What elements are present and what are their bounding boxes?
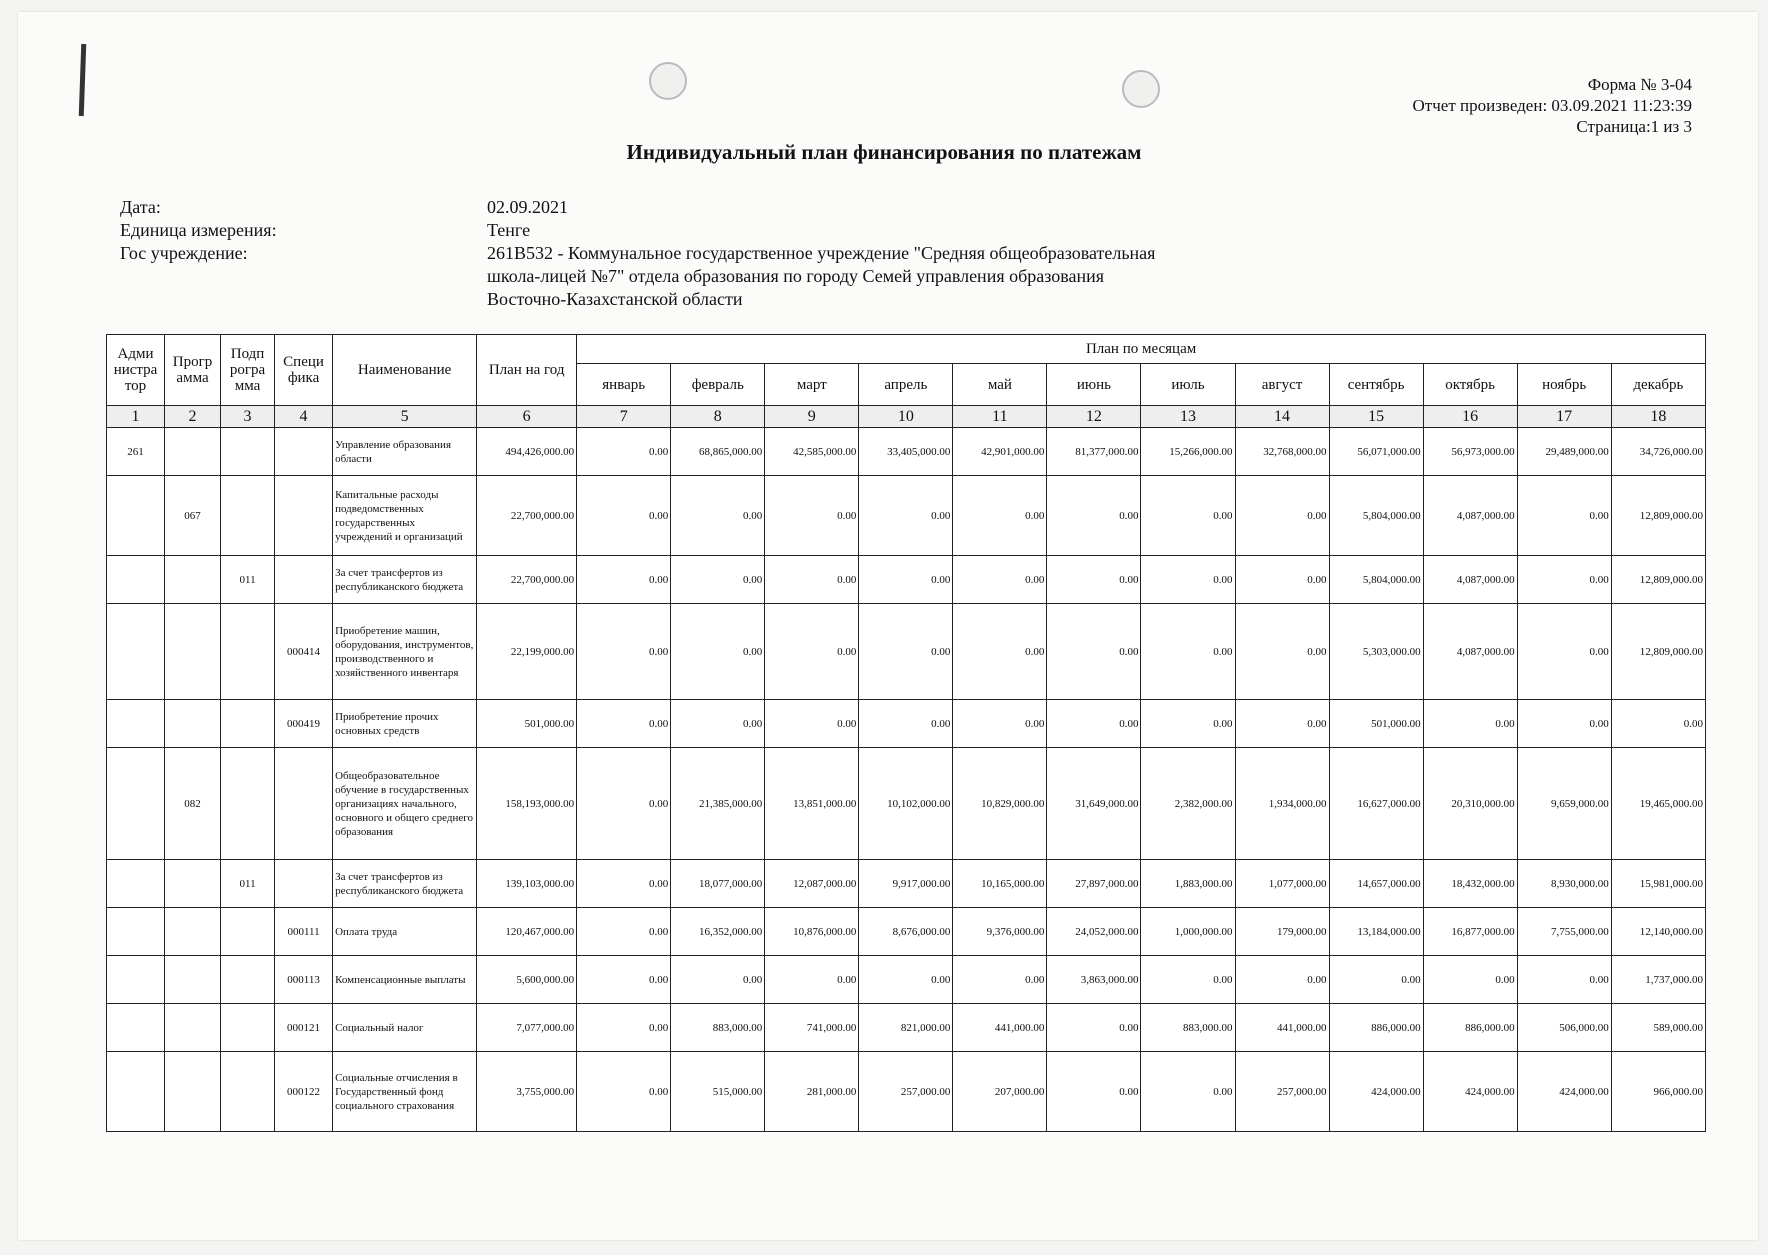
cell-month-value: 0.00: [859, 556, 953, 604]
cell-name: За счет трансфертов из республиканского бюджета: [333, 556, 477, 604]
cell-month-value: 33,405,000.00: [859, 428, 953, 476]
cell-month-value: 0.00: [1141, 476, 1235, 556]
col-month: март: [765, 364, 859, 406]
cell-subprogram: 011: [221, 556, 275, 604]
cell-month-value: 424,000.00: [1423, 1052, 1517, 1132]
col-plan-months: План по месяцам: [577, 335, 1706, 364]
cell-month-value: 0.00: [577, 908, 671, 956]
cell-month-value: 0.00: [953, 604, 1047, 700]
cell-name: За счет трансфертов из республиканского бюджета: [333, 860, 477, 908]
cell-month-value: 0.00: [765, 604, 859, 700]
cell-specifics: 000113: [275, 956, 333, 1004]
column-number: 17: [1517, 406, 1611, 428]
cell-name: Капитальные расходы подведомственных государственных учреждений и организаций: [333, 476, 477, 556]
cell-admin: [107, 556, 165, 604]
table-row: [107, 956, 1706, 1004]
cell-month-value: 0.00: [577, 956, 671, 1004]
cell-subprogram: 011: [221, 860, 275, 908]
cell-month-value: 0.00: [1235, 700, 1329, 748]
cell-admin: [107, 1052, 165, 1132]
cell-specifics: [275, 860, 333, 908]
cell-month-value: 0.00: [1235, 556, 1329, 604]
cell-month-value: 14,657,000.00: [1329, 860, 1423, 908]
column-number: 9: [765, 406, 859, 428]
col-month: февраль: [671, 364, 765, 406]
cell-program: 082: [165, 748, 221, 860]
cell-month-value: 0.00: [1047, 1004, 1141, 1052]
cell-month-value: 0.00: [577, 1004, 671, 1052]
cell-month-value: 0.00: [1517, 700, 1611, 748]
cell-month-value: 0.00: [577, 1052, 671, 1132]
cell-subprogram: [221, 604, 275, 700]
cell-month-value: 15,981,000.00: [1611, 860, 1705, 908]
cell-month-value: 281,000.00: [765, 1052, 859, 1132]
cell-month-value: 0.00: [671, 700, 765, 748]
punch-hole-right: [1122, 70, 1160, 108]
cell-month-value: 0.00: [1517, 476, 1611, 556]
column-number: 15: [1329, 406, 1423, 428]
cell-month-value: 0.00: [1517, 556, 1611, 604]
cell-month-value: 4,087,000.00: [1423, 604, 1517, 700]
cell-month-value: 21,385,000.00: [671, 748, 765, 860]
cell-admin: 261: [107, 428, 165, 476]
cell-specifics: [275, 556, 333, 604]
cell-specifics: 000419: [275, 700, 333, 748]
cell-subprogram: [221, 748, 275, 860]
cell-month-value: 12,809,000.00: [1611, 556, 1705, 604]
cell-month-value: 29,489,000.00: [1517, 428, 1611, 476]
table-row: [107, 748, 1706, 860]
cell-month-value: 10,165,000.00: [953, 860, 1047, 908]
col-program: Прогр амма: [165, 335, 221, 406]
cell-month-value: 0.00: [859, 604, 953, 700]
page-indicator: Страница:1 из 3: [1576, 117, 1692, 136]
cell-month-value: 7,755,000.00: [1517, 908, 1611, 956]
cell-month-value: 0.00: [1517, 956, 1611, 1004]
cell-month-value: 13,851,000.00: [765, 748, 859, 860]
cell-month-value: 0.00: [1047, 1052, 1141, 1132]
cell-month-value: 0.00: [765, 956, 859, 1004]
cell-month-value: 81,377,000.00: [1047, 428, 1141, 476]
col-month: апрель: [859, 364, 953, 406]
date-row: [120, 196, 1167, 219]
cell-plan-year: 5,600,000.00: [477, 956, 577, 1004]
cell-plan-year: 501,000.00: [477, 700, 577, 748]
cell-specifics: [275, 748, 333, 860]
cell-month-value: 257,000.00: [859, 1052, 953, 1132]
col-name: Наименование: [333, 335, 477, 406]
cell-specifics: 000414: [275, 604, 333, 700]
cell-month-value: 1,737,000.00: [1611, 956, 1705, 1004]
cell-month-value: 1,000,000.00: [1141, 908, 1235, 956]
cell-month-value: 3,863,000.00: [1047, 956, 1141, 1004]
cell-month-value: 10,829,000.00: [953, 748, 1047, 860]
cell-month-value: 886,000.00: [1329, 1004, 1423, 1052]
column-number: 4: [275, 406, 333, 428]
cell-month-value: 19,465,000.00: [1611, 748, 1705, 860]
cell-month-value: 966,000.00: [1611, 1052, 1705, 1132]
column-number: 10: [859, 406, 953, 428]
cell-name: Приобретение машин, оборудования, инструментов, производственного и хозяйственного инвентаря: [333, 604, 477, 700]
col-month: декабрь: [1611, 364, 1705, 406]
cell-admin: [107, 476, 165, 556]
cell-month-value: 0.00: [953, 700, 1047, 748]
col-month: сентябрь: [1329, 364, 1423, 406]
cell-plan-year: 120,467,000.00: [477, 908, 577, 956]
cell-month-value: 24,052,000.00: [1047, 908, 1141, 956]
cell-program: [165, 956, 221, 1004]
column-number: 13: [1141, 406, 1235, 428]
cell-month-value: 0.00: [1235, 956, 1329, 1004]
col-month: ноябрь: [1517, 364, 1611, 406]
cell-month-value: 0.00: [1141, 956, 1235, 1004]
cell-month-value: 883,000.00: [671, 1004, 765, 1052]
cell-month-value: 424,000.00: [1329, 1052, 1423, 1132]
cell-admin: [107, 748, 165, 860]
document-title: Индивидуальный план финансирования по платежам: [626, 140, 1142, 164]
cell-subprogram: [221, 428, 275, 476]
column-number: 14: [1235, 406, 1329, 428]
cell-month-value: 0.00: [577, 860, 671, 908]
column-number: 6: [477, 406, 577, 428]
cell-month-value: 0.00: [1517, 604, 1611, 700]
cell-month-value: 0.00: [1423, 956, 1517, 1004]
cell-month-value: 515,000.00: [671, 1052, 765, 1132]
cell-month-value: 68,865,000.00: [671, 428, 765, 476]
column-number: 3: [221, 406, 275, 428]
institution-label: Гос учреждение:: [120, 243, 248, 263]
cell-month-value: 0.00: [859, 956, 953, 1004]
column-number: 7: [577, 406, 671, 428]
cell-month-value: 207,000.00: [953, 1052, 1047, 1132]
cell-month-value: 0.00: [1235, 476, 1329, 556]
cell-month-value: 0.00: [1611, 700, 1705, 748]
cell-specifics: 000121: [275, 1004, 333, 1052]
cell-month-value: 12,809,000.00: [1611, 476, 1705, 556]
cell-month-value: 0.00: [765, 700, 859, 748]
cell-month-value: 883,000.00: [1141, 1004, 1235, 1052]
financing-plan-table: [106, 334, 1706, 1132]
cell-month-value: 0.00: [765, 556, 859, 604]
institution-row: [120, 242, 1167, 311]
cell-name: Приобретение прочих основных средств: [333, 700, 477, 748]
cell-plan-year: 139,103,000.00: [477, 860, 577, 908]
column-number: 16: [1423, 406, 1517, 428]
cell-month-value: 5,303,000.00: [1329, 604, 1423, 700]
cell-month-value: 0.00: [765, 476, 859, 556]
col-specifics: Специ фика: [275, 335, 333, 406]
cell-program: [165, 700, 221, 748]
column-number: 11: [953, 406, 1047, 428]
cell-month-value: 34,726,000.00: [1611, 428, 1705, 476]
cell-month-value: 0.00: [1141, 604, 1235, 700]
cell-month-value: 5,804,000.00: [1329, 556, 1423, 604]
column-number: 5: [333, 406, 477, 428]
cell-month-value: 9,659,000.00: [1517, 748, 1611, 860]
cell-program: [165, 860, 221, 908]
cell-month-value: 0.00: [671, 476, 765, 556]
table-row: [107, 556, 1706, 604]
col-month: июль: [1141, 364, 1235, 406]
cell-program: 067: [165, 476, 221, 556]
cell-month-value: 13,184,000.00: [1329, 908, 1423, 956]
cell-month-value: 0.00: [1047, 700, 1141, 748]
cell-admin: [107, 956, 165, 1004]
date-label: Дата:: [120, 197, 161, 217]
cell-month-value: 42,585,000.00: [765, 428, 859, 476]
cell-admin: [107, 700, 165, 748]
cell-specifics: [275, 476, 333, 556]
cell-month-value: 441,000.00: [953, 1004, 1047, 1052]
table-row: [107, 700, 1706, 748]
plan-table-body: [107, 428, 1706, 1132]
cell-month-value: 16,352,000.00: [671, 908, 765, 956]
cell-month-value: 32,768,000.00: [1235, 428, 1329, 476]
column-number: 2: [165, 406, 221, 428]
cell-month-value: 506,000.00: [1517, 1004, 1611, 1052]
cell-month-value: 0.00: [671, 556, 765, 604]
unit-label: Единица измерения:: [120, 220, 277, 240]
cell-plan-year: 158,193,000.00: [477, 748, 577, 860]
column-number-row: [107, 406, 1706, 428]
cell-month-value: 179,000.00: [1235, 908, 1329, 956]
cell-subprogram: [221, 908, 275, 956]
col-subprogram: Подп рогра мма: [221, 335, 275, 406]
cell-month-value: 0.00: [859, 700, 953, 748]
cell-month-value: 886,000.00: [1423, 1004, 1517, 1052]
cell-program: [165, 1052, 221, 1132]
cell-plan-year: 22,700,000.00: [477, 476, 577, 556]
cell-plan-year: 494,426,000.00: [477, 428, 577, 476]
cell-month-value: 4,087,000.00: [1423, 556, 1517, 604]
cell-month-value: 27,897,000.00: [1047, 860, 1141, 908]
cell-name: Компенсационные выплаты: [333, 956, 477, 1004]
cell-month-value: 0.00: [577, 476, 671, 556]
cell-specifics: 000111: [275, 908, 333, 956]
punch-hole-left: [649, 62, 687, 100]
form-number: Форма № 3-04: [1587, 75, 1692, 94]
cell-name: Социальные отчисления в Государственный фонд социального страхования: [333, 1052, 477, 1132]
cell-month-value: 1,934,000.00: [1235, 748, 1329, 860]
form-meta: [1413, 74, 1692, 137]
cell-month-value: 0.00: [1047, 476, 1141, 556]
cell-month-value: 0.00: [577, 428, 671, 476]
cell-month-value: 5,804,000.00: [1329, 476, 1423, 556]
cell-plan-year: 3,755,000.00: [477, 1052, 577, 1132]
cell-month-value: 0.00: [1141, 1052, 1235, 1132]
cell-month-value: 741,000.00: [765, 1004, 859, 1052]
cell-month-value: 0.00: [577, 556, 671, 604]
cell-month-value: 12,140,000.00: [1611, 908, 1705, 956]
cell-month-value: 0.00: [953, 476, 1047, 556]
table-row: [107, 860, 1706, 908]
column-number: 12: [1047, 406, 1141, 428]
column-number: 1: [107, 406, 165, 428]
cell-month-value: 8,676,000.00: [859, 908, 953, 956]
cell-subprogram: [221, 956, 275, 1004]
cell-month-value: 10,102,000.00: [859, 748, 953, 860]
table-row: [107, 908, 1706, 956]
cell-plan-year: 7,077,000.00: [477, 1004, 577, 1052]
cell-month-value: 589,000.00: [1611, 1004, 1705, 1052]
cell-admin: [107, 860, 165, 908]
cell-month-value: 10,876,000.00: [765, 908, 859, 956]
cell-month-value: 16,627,000.00: [1329, 748, 1423, 860]
table-row: [107, 476, 1706, 556]
cell-month-value: 18,077,000.00: [671, 860, 765, 908]
cell-subprogram: [221, 700, 275, 748]
cell-month-value: 0.00: [953, 556, 1047, 604]
report-timestamp: Отчет произведен: 03.09.2021 11:23:39: [1412, 96, 1692, 115]
cell-name: Социальный налог: [333, 1004, 477, 1052]
table-row: [107, 428, 1706, 476]
col-admin: Адми нистра тор: [107, 335, 165, 406]
cell-month-value: 0.00: [1047, 604, 1141, 700]
cell-plan-year: 22,199,000.00: [477, 604, 577, 700]
header-row-1: [107, 335, 1706, 364]
cell-month-value: 20,310,000.00: [1423, 748, 1517, 860]
cell-month-value: 12,087,000.00: [765, 860, 859, 908]
table-row: [107, 1052, 1706, 1132]
cell-month-value: 501,000.00: [1329, 700, 1423, 748]
cell-program: [165, 604, 221, 700]
cell-name: Управление образования области: [333, 428, 477, 476]
cell-month-value: 9,917,000.00: [859, 860, 953, 908]
col-month: июнь: [1047, 364, 1141, 406]
cell-name: Оплата труда: [333, 908, 477, 956]
cell-month-value: 0.00: [859, 476, 953, 556]
unit-row: [120, 219, 1167, 242]
institution-value: 261B532 - Коммунальное государственное учреждение "Средняя общеобразовательная школа-лицей №7" отдела образования по городу Семей управления образования Восточно-Казахстанской области: [487, 243, 1156, 309]
cell-program: [165, 1004, 221, 1052]
cell-name: Общеобразовательное обучение в государственных организациях начального, основного и общего среднего образования: [333, 748, 477, 860]
cell-month-value: 1,883,000.00: [1141, 860, 1235, 908]
cell-month-value: 0.00: [1329, 956, 1423, 1004]
cell-admin: [107, 604, 165, 700]
cell-month-value: 424,000.00: [1517, 1052, 1611, 1132]
col-month: январь: [577, 364, 671, 406]
cell-month-value: 18,432,000.00: [1423, 860, 1517, 908]
cell-program: [165, 556, 221, 604]
cell-subprogram: [221, 1052, 275, 1132]
cell-plan-year: 22,700,000.00: [477, 556, 577, 604]
cell-month-value: 12,809,000.00: [1611, 604, 1705, 700]
cell-month-value: 31,649,000.00: [1047, 748, 1141, 860]
cell-month-value: 0.00: [1235, 604, 1329, 700]
date-value: 02.09.2021: [487, 197, 568, 217]
cell-month-value: 0.00: [1141, 556, 1235, 604]
cell-month-value: 16,877,000.00: [1423, 908, 1517, 956]
cell-program: [165, 908, 221, 956]
cell-program: [165, 428, 221, 476]
cell-month-value: 4,087,000.00: [1423, 476, 1517, 556]
cell-month-value: 0.00: [1141, 700, 1235, 748]
cell-month-value: 56,071,000.00: [1329, 428, 1423, 476]
col-month: август: [1235, 364, 1329, 406]
cell-month-value: 42,901,000.00: [953, 428, 1047, 476]
cell-month-value: 0.00: [1423, 700, 1517, 748]
cell-month-value: 8,930,000.00: [1517, 860, 1611, 908]
column-number: 18: [1611, 406, 1705, 428]
cell-month-value: 15,266,000.00: [1141, 428, 1235, 476]
cell-month-value: 257,000.00: [1235, 1052, 1329, 1132]
col-month: май: [953, 364, 1047, 406]
cell-admin: [107, 1004, 165, 1052]
cell-month-value: 0.00: [1047, 556, 1141, 604]
document-info: [120, 196, 1167, 311]
cell-admin: [107, 908, 165, 956]
cell-month-value: 1,077,000.00: [1235, 860, 1329, 908]
table-row: [107, 604, 1706, 700]
table-row: [107, 1004, 1706, 1052]
col-plan-year: План на год: [477, 335, 577, 406]
cell-month-value: 0.00: [671, 956, 765, 1004]
cell-month-value: 2,382,000.00: [1141, 748, 1235, 860]
cell-specifics: 000122: [275, 1052, 333, 1132]
cell-month-value: 0.00: [953, 956, 1047, 1004]
cell-month-value: 441,000.00: [1235, 1004, 1329, 1052]
cell-specifics: [275, 428, 333, 476]
cell-month-value: 9,376,000.00: [953, 908, 1047, 956]
col-month: октябрь: [1423, 364, 1517, 406]
cell-subprogram: [221, 1004, 275, 1052]
cell-month-value: 821,000.00: [859, 1004, 953, 1052]
cell-month-value: 56,973,000.00: [1423, 428, 1517, 476]
cell-month-value: 0.00: [577, 700, 671, 748]
cell-subprogram: [221, 476, 275, 556]
unit-value: Тенге: [487, 220, 531, 240]
column-number: 8: [671, 406, 765, 428]
cell-month-value: 0.00: [577, 748, 671, 860]
cell-month-value: 0.00: [577, 604, 671, 700]
cell-month-value: 0.00: [671, 604, 765, 700]
